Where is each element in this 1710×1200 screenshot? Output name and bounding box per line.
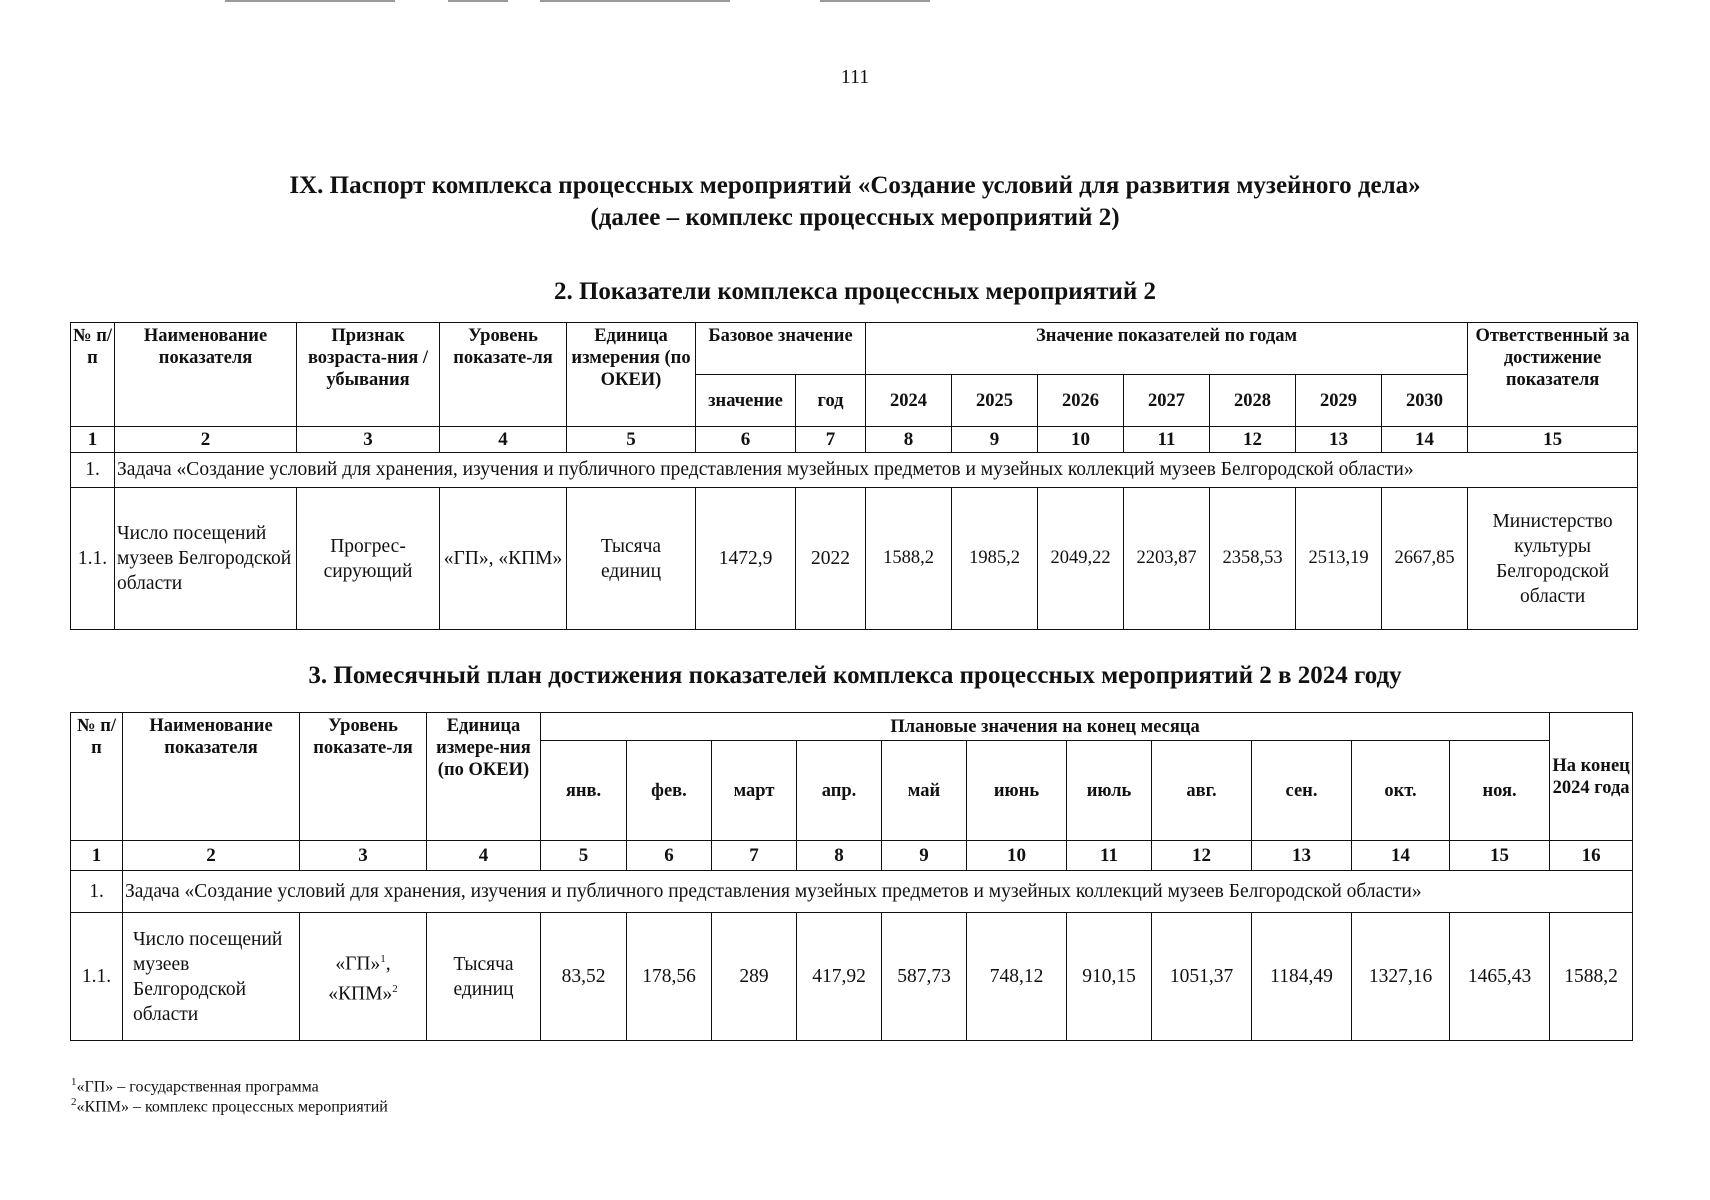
column-number: 8 <box>866 427 952 453</box>
header-responsible: Ответственный за достижение показателя <box>1468 323 1638 427</box>
column-number: 14 <box>1352 841 1450 871</box>
header-name: Наименование показателя <box>115 323 297 427</box>
header-base-value: значение <box>696 375 796 427</box>
month-value: 417,92 <box>797 913 882 1041</box>
section-3-title: 3. Помесячный план достижения показателей комплекса процессных мероприятий 2 в 2024 году <box>308 662 1402 689</box>
footnote-mark-2: 2 <box>71 1096 77 1108</box>
column-number: 15 <box>1450 841 1550 871</box>
column-number: 4 <box>427 841 541 871</box>
task-text: Задача «Создание условий для хранения, изучения и публичного представления музейных предметов и музейных коллекций музеев Белгородской области» <box>115 453 1638 488</box>
footnote-ref-1: 1 <box>380 953 386 965</box>
month-value: 1051,37 <box>1152 913 1252 1041</box>
header-by-years: Значение показателей по годам <box>866 323 1468 375</box>
month-value: 910,15 <box>1067 913 1152 1041</box>
table-row <box>71 913 1633 1041</box>
column-number: 12 <box>1210 427 1296 453</box>
month-value: 178,56 <box>627 913 712 1041</box>
header-year: 2024 <box>866 375 952 427</box>
year-value: 2203,87 <box>1124 488 1210 630</box>
header-year: 2025 <box>952 375 1038 427</box>
task-row <box>71 871 1633 913</box>
base-value: 1472,9 <box>696 488 796 630</box>
header-num: № п/п <box>71 713 123 841</box>
header-year: 2029 <box>1296 375 1382 427</box>
footnote-ref-2: 2 <box>392 982 398 995</box>
indicator-unit: Тысяча единиц <box>567 488 696 630</box>
column-number: 6 <box>627 841 712 871</box>
header-num: № п/п <box>71 323 115 427</box>
header-base-year: год <box>796 375 866 427</box>
footnote-text-2: «КПМ» – комплекс процессных мероприятий <box>76 1098 388 1116</box>
indicator-level: «ГП», «КПМ» <box>440 488 567 630</box>
indicator-name: Число посещений музеев Белгородской области <box>123 913 300 1041</box>
header-month: ноя. <box>1450 741 1550 841</box>
header-unit: Единица измере-ния (по ОКЕИ) <box>427 713 541 841</box>
column-number: 6 <box>696 427 796 453</box>
scan-artifact-line <box>820 0 930 2</box>
indicator-trend: Прогрес-сирующий <box>297 488 440 630</box>
header-month: июль <box>1067 741 1152 841</box>
month-value: 748,12 <box>967 913 1067 1041</box>
scan-artifact-line <box>448 0 508 2</box>
year-value: 1985,2 <box>952 488 1038 630</box>
column-number: 7 <box>712 841 797 871</box>
document-title <box>0 170 1710 234</box>
indicator-name: Число посещений музеев Белгородской области <box>115 488 297 630</box>
month-value: 1465,43 <box>1450 913 1550 1041</box>
end-year-value: 1588,2 <box>1550 913 1633 1041</box>
column-number: 13 <box>1296 427 1382 453</box>
row-number: 1.1. <box>71 913 123 1041</box>
level-kpm: «КПМ» <box>328 983 393 1004</box>
responsible: Министерство культуры Белгородской области <box>1468 488 1638 630</box>
level-separator: , <box>385 953 391 975</box>
task-number: 1. <box>71 453 115 488</box>
column-number: 9 <box>952 427 1038 453</box>
year-value: 2049,22 <box>1038 488 1124 630</box>
header-plan: Плановые значения на конец месяца <box>541 713 1550 741</box>
page-number: 111 <box>840 66 870 88</box>
month-value: 83,52 <box>541 913 627 1041</box>
header-month: авг. <box>1152 741 1252 841</box>
column-number: 15 <box>1468 427 1638 453</box>
column-number: 7 <box>796 427 866 453</box>
header-month: июнь <box>967 741 1067 841</box>
task-row <box>71 453 1638 488</box>
table-header-row <box>71 323 1638 375</box>
table-row <box>71 488 1638 630</box>
column-number: 4 <box>440 427 567 453</box>
column-number-row <box>71 427 1638 453</box>
column-number: 1 <box>71 427 115 453</box>
title-line-2: (далее – комплекс процессных мероприятий 2) <box>590 204 1120 231</box>
base-year: 2022 <box>796 488 866 630</box>
level-gp: «ГП» <box>335 953 381 975</box>
section-2-title: 2. Показатели комплекса процессных мероприятий 2 <box>553 278 1157 305</box>
header-year: 2027 <box>1124 375 1210 427</box>
table-header-row <box>71 713 1633 741</box>
header-month: фев. <box>627 741 712 841</box>
header-base: Базовое значение <box>696 323 866 375</box>
column-number-row <box>71 841 1633 871</box>
year-value: 2358,53 <box>1210 488 1296 630</box>
column-number: 3 <box>300 841 427 871</box>
header-year: 2030 <box>1382 375 1468 427</box>
header-month: янв. <box>541 741 627 841</box>
column-number: 2 <box>115 427 297 453</box>
header-name: Наименование показателя <box>123 713 300 841</box>
column-number: 16 <box>1550 841 1633 871</box>
scan-artifact-line <box>540 0 730 2</box>
column-number: 10 <box>967 841 1067 871</box>
header-level: Уровень показате-ля <box>440 323 567 427</box>
scan-artifact-line <box>225 0 395 2</box>
month-value: 587,73 <box>882 913 967 1041</box>
footnote-2 <box>71 1092 388 1117</box>
header-month: окт. <box>1352 741 1450 841</box>
year-value: 1588,2 <box>866 488 952 630</box>
month-value: 289 <box>712 913 797 1041</box>
column-number: 5 <box>567 427 696 453</box>
header-unit: Единица измерения (по ОКЕИ) <box>567 323 696 427</box>
column-number: 10 <box>1038 427 1124 453</box>
column-number: 2 <box>123 841 300 871</box>
month-value: 1327,16 <box>1352 913 1450 1041</box>
indicator-level <box>300 913 427 1041</box>
header-year: 2028 <box>1210 375 1296 427</box>
column-number: 5 <box>541 841 627 871</box>
footnote-text-1: «ГП» – государственная программа <box>76 1078 319 1096</box>
column-number: 9 <box>882 841 967 871</box>
header-end-year: На конец 2024 года <box>1550 713 1633 841</box>
month-value: 1184,49 <box>1252 913 1352 1041</box>
header-month: апр. <box>797 741 882 841</box>
column-number: 1 <box>71 841 123 871</box>
title-line-1: IX. Паспорт комплекса процессных мероприятий «Создание условий для развития музейного дела» <box>289 172 1421 199</box>
column-number: 8 <box>797 841 882 871</box>
column-number: 3 <box>297 427 440 453</box>
year-value: 2513,19 <box>1296 488 1382 630</box>
column-number: 11 <box>1124 427 1210 453</box>
row-number: 1.1. <box>71 488 115 630</box>
task-text: Задача «Создание условий для хранения, изучения и публичного представления музейных предметов и музейных коллекций музеев Белгородской области» <box>123 871 1633 913</box>
column-number: 11 <box>1067 841 1152 871</box>
header-year: 2026 <box>1038 375 1124 427</box>
footnote-mark-1: 1 <box>71 1076 77 1088</box>
indicators-table <box>70 322 1638 630</box>
header-trend: Признак возраста-ния / убывания <box>297 323 440 427</box>
header-level: Уровень показате-ля <box>300 713 427 841</box>
header-month: март <box>712 741 797 841</box>
monthly-plan-table <box>70 712 1633 1041</box>
header-month: май <box>882 741 967 841</box>
column-number: 12 <box>1152 841 1252 871</box>
header-month: сен. <box>1252 741 1352 841</box>
task-number: 1. <box>71 871 123 913</box>
column-number: 13 <box>1252 841 1352 871</box>
column-number: 14 <box>1382 427 1468 453</box>
indicator-unit: Тысяча единиц <box>427 913 541 1041</box>
year-value: 2667,85 <box>1382 488 1468 630</box>
